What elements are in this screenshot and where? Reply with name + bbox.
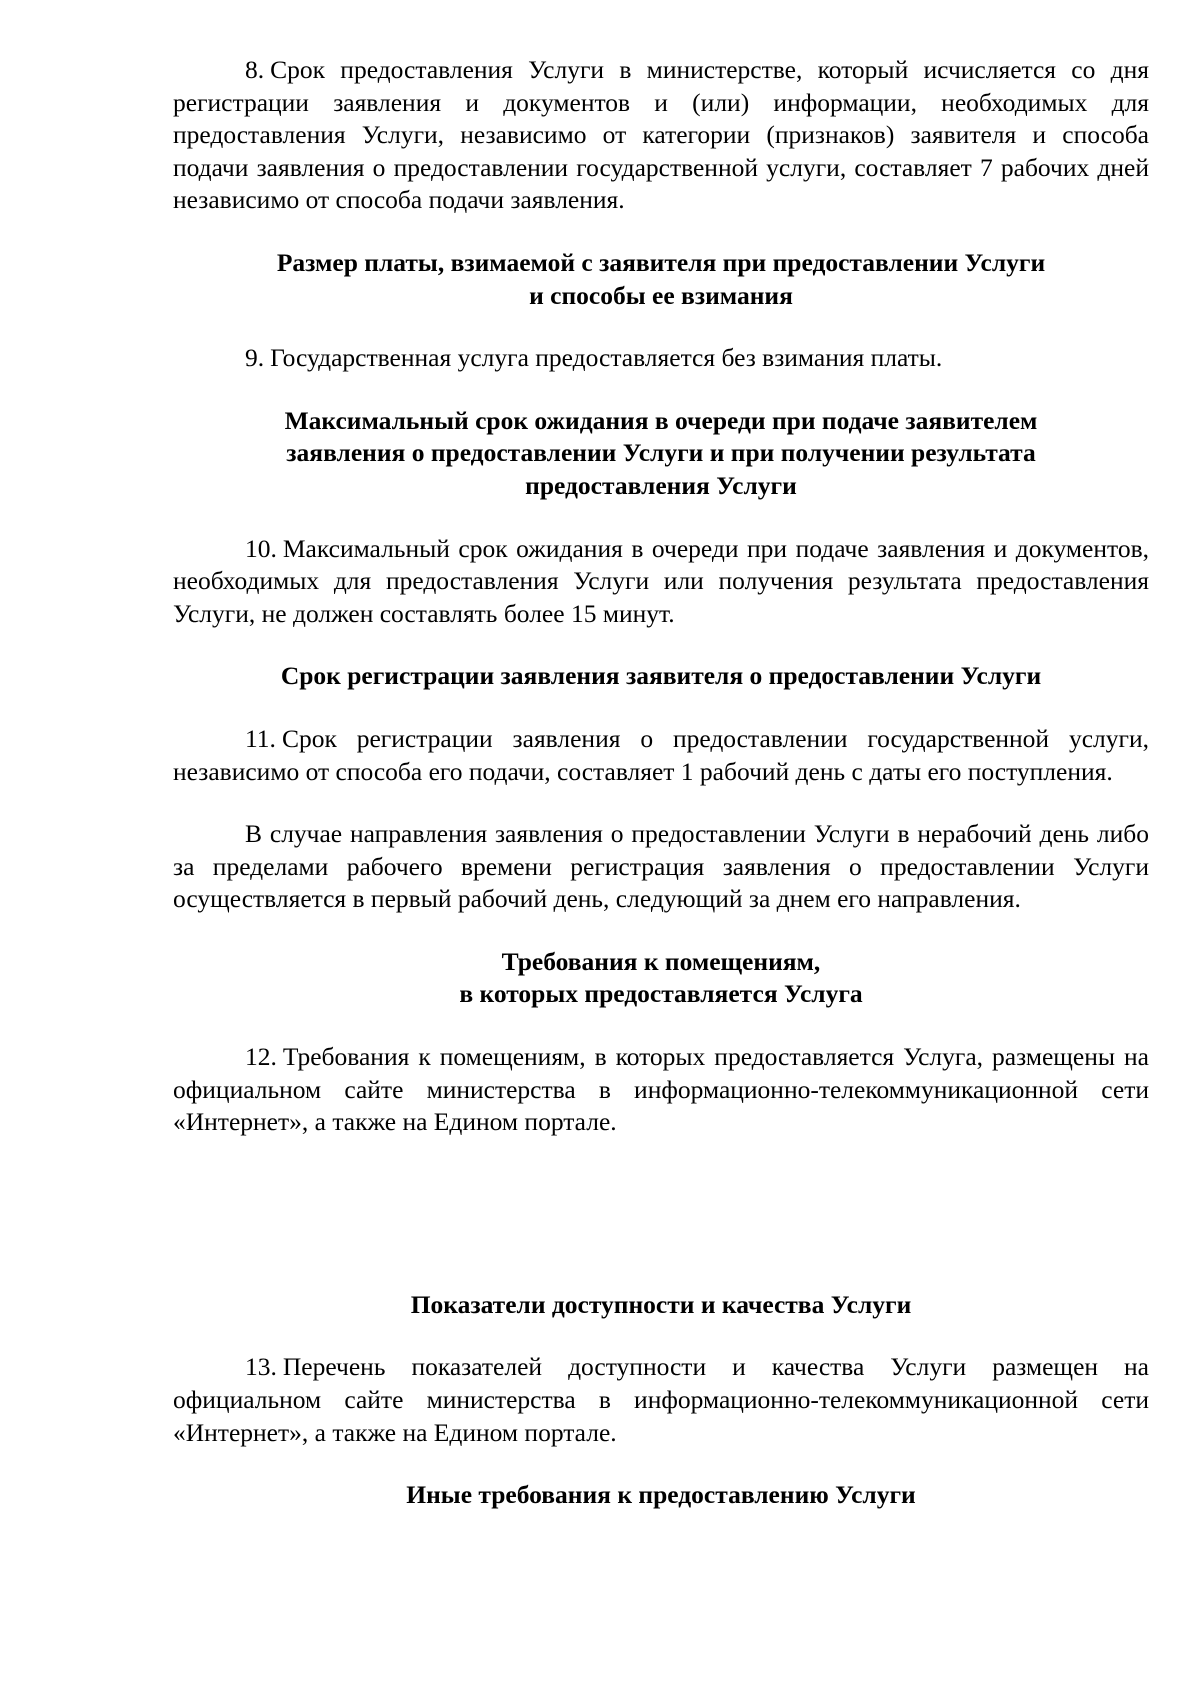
heading-premises	[173, 946, 1149, 1011]
paragraph-text: Государственная услуга предоставляется без взимания платы.	[270, 343, 943, 373]
heading-queue	[173, 405, 1149, 503]
document-body	[173, 54, 1149, 1512]
paragraph-12	[173, 1041, 1149, 1139]
paragraph-13	[173, 1351, 1149, 1449]
paragraph-number: 12.	[245, 1042, 277, 1072]
paragraph-10	[173, 533, 1149, 631]
paragraph-number: 9.	[245, 343, 265, 373]
paragraph-text: Срок регистрации заявления о предоставлении государственной услуги, независимо от способа его подачи, составляет 1 рабочий день с даты его поступления.	[173, 723, 1149, 786]
heading-payment	[173, 247, 1149, 312]
heading-registration	[173, 660, 1149, 693]
heading-line: Иные требования к предоставлению Услуги	[406, 1480, 916, 1510]
paragraph-number: 13.	[245, 1352, 277, 1382]
heading-quality	[173, 1289, 1149, 1322]
paragraph-text: Требования к помещениям, в которых предоставляется Услуга, размещены на официальном сайте министерства в информационно-телекоммуникационной сети «Интернет», а также на Едином портале.	[173, 1042, 1149, 1137]
heading-line: и способы ее взимания	[529, 280, 793, 310]
heading-line: заявления о предоставлении Услуги и при получении результата	[286, 438, 1036, 468]
paragraph-text: В случае направления заявления о предоставлении Услуги в нерабочий день либо за пределами рабочего времени регистрация заявления о предоставлении Услуги осуществляется в первый рабочий день, следующий за днем его направления.	[173, 819, 1149, 914]
paragraph-11-continued	[173, 818, 1149, 916]
paragraph-text: Срок предоставления Услуги в министерстве, который исчисляется со дня регистрации заявления и документов и (или) информации, необходимых для предоставления Услуги, независимо от категории (признаков) заявителя и способа подачи заявления о предоставлении государственной услуги, составляет 7 рабочих дней независимо от способа подачи заявления.	[173, 55, 1149, 215]
heading-line: Размер платы, взимаемой с заявителя при предоставлении Услуги	[276, 247, 1046, 277]
heading-line: Срок регистрации заявления заявителя о предоставлении Услуги	[280, 661, 1042, 691]
paragraph-11	[173, 723, 1149, 788]
paragraph-text: Перечень показателей доступности и качества Услуги размещен на официальном сайте министерства в информационно-телекоммуникационной сети «Интернет», а также на Едином портале.	[173, 1352, 1149, 1447]
heading-line: предоставления Услуги	[525, 470, 797, 500]
paragraph-text: Максимальный срок ожидания в очереди при подаче заявления и документов, необходимых для предоставления Услуги или получения результата предоставления Услуги, не должен составлять более 15 минут.	[173, 533, 1149, 628]
paragraph-number: 11.	[245, 723, 276, 753]
heading-line: в которых предоставляется Услуга	[459, 979, 863, 1009]
paragraph-9	[173, 342, 1149, 375]
heading-other-requirements	[173, 1479, 1149, 1512]
heading-line: Требования к помещениям,	[501, 946, 821, 976]
heading-line: Показатели доступности и качества Услуги	[410, 1289, 912, 1319]
paragraph-number: 8.	[245, 55, 265, 84]
paragraph-8	[173, 54, 1149, 217]
paragraph-number: 10.	[245, 533, 277, 563]
heading-line: Максимальный срок ожидания в очереди при подаче заявителем	[284, 405, 1038, 435]
